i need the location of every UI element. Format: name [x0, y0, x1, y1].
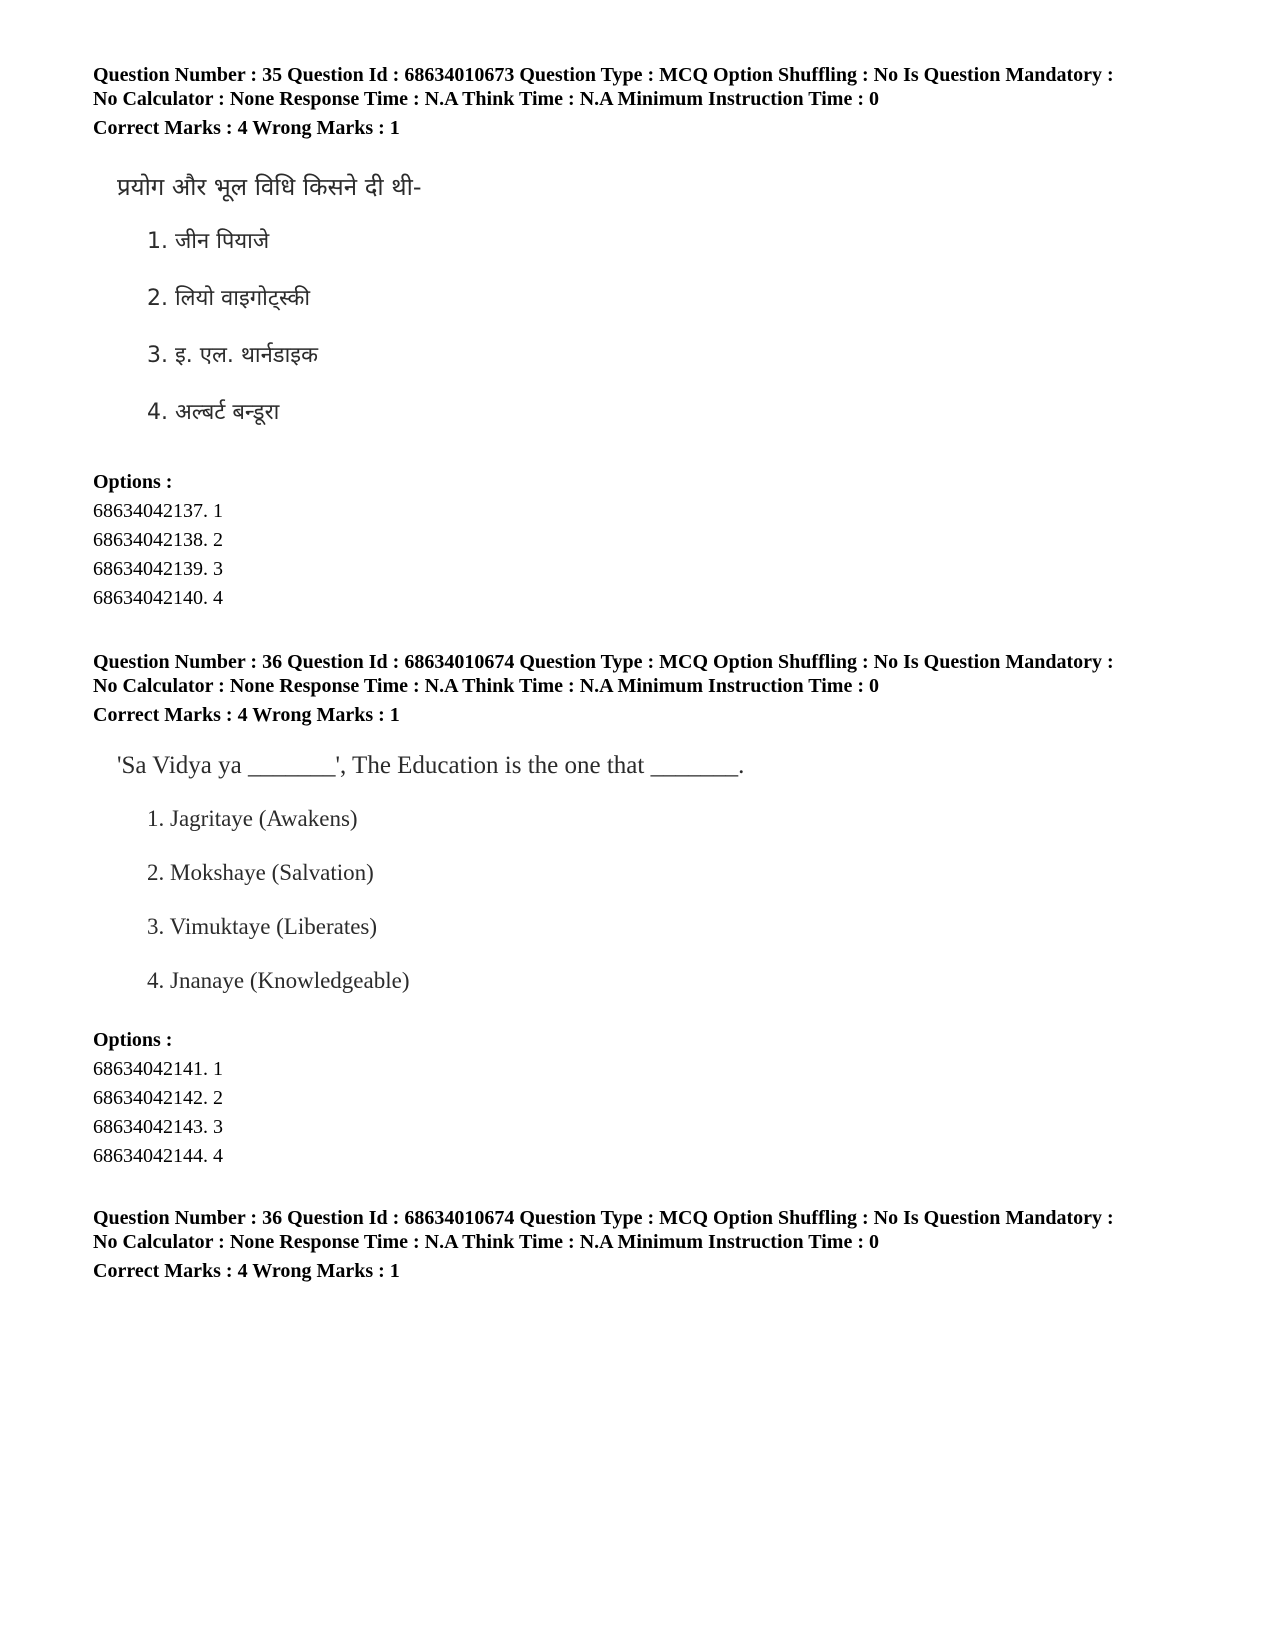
option-row: 68634042141. 1	[93, 1058, 223, 1080]
question-stem: प्रयोग और भूल विधि किसने दी थी-	[117, 173, 422, 201]
option-row: 68634042143. 3	[93, 1116, 223, 1138]
question-36-image	[117, 751, 744, 995]
question-choice: 2. लियो वाइगोट्स्की	[147, 286, 311, 311]
question-meta-line-1: Question Number : 36 Question Id : 68634010674 Question Type : MCQ Option Shuffling : No Is Question Mandatory :	[93, 651, 1114, 673]
option-row: 68634042140. 4	[93, 587, 223, 609]
question-36-options	[93, 1028, 1203, 1168]
question-choice: 1. जीन पियाजे	[147, 229, 270, 254]
option-row: 68634042142. 2	[93, 1087, 223, 1109]
question-35-options	[93, 470, 1203, 610]
question-meta-line-2: No Calculator : None Response Time : N.A Think Time : N.A Minimum Instruction Time : 0	[93, 88, 879, 110]
question-35-image	[117, 172, 422, 427]
question-36-repeat-header	[93, 1206, 1203, 1283]
option-row: 68634042138. 2	[93, 529, 223, 551]
question-35-header	[93, 63, 1203, 140]
options-label: Options :	[93, 1029, 173, 1051]
question-marks: Correct Marks : 4 Wrong Marks : 1	[93, 1260, 400, 1282]
question-choice: 1. Jagritaye (Awakens)	[147, 806, 358, 831]
question-choice: 3. इ. एल. थार्नडाइक	[147, 343, 318, 368]
options-label: Options :	[93, 471, 173, 493]
question-marks: Correct Marks : 4 Wrong Marks : 1	[93, 117, 400, 139]
question-36-header	[93, 650, 1203, 727]
question-marks: Correct Marks : 4 Wrong Marks : 1	[93, 704, 400, 726]
option-row: 68634042144. 4	[93, 1145, 223, 1167]
question-meta-line-1: Question Number : 35 Question Id : 68634010673 Question Type : MCQ Option Shuffling : No Is Question Mandatory :	[93, 64, 1114, 86]
option-row: 68634042137. 1	[93, 500, 223, 522]
option-row: 68634042139. 3	[93, 558, 223, 580]
question-meta-line-2: No Calculator : None Response Time : N.A Think Time : N.A Minimum Instruction Time : 0	[93, 675, 879, 697]
question-meta-line-2: No Calculator : None Response Time : N.A Think Time : N.A Minimum Instruction Time : 0	[93, 1231, 879, 1253]
question-stem: 'Sa Vidya ya _______', The Education is the one that _______.	[117, 752, 745, 779]
question-choice: 4. Jnanaye (Knowledgeable)	[147, 968, 410, 993]
question-meta-line-1: Question Number : 36 Question Id : 68634010674 Question Type : MCQ Option Shuffling : No Is Question Mandatory :	[93, 1207, 1114, 1229]
question-choice: 2. Mokshaye (Salvation)	[147, 860, 374, 885]
question-choice: 4. अल्बर्ट बन्डूरा	[147, 400, 280, 425]
question-choice: 3. Vimuktaye (Liberates)	[147, 914, 378, 939]
